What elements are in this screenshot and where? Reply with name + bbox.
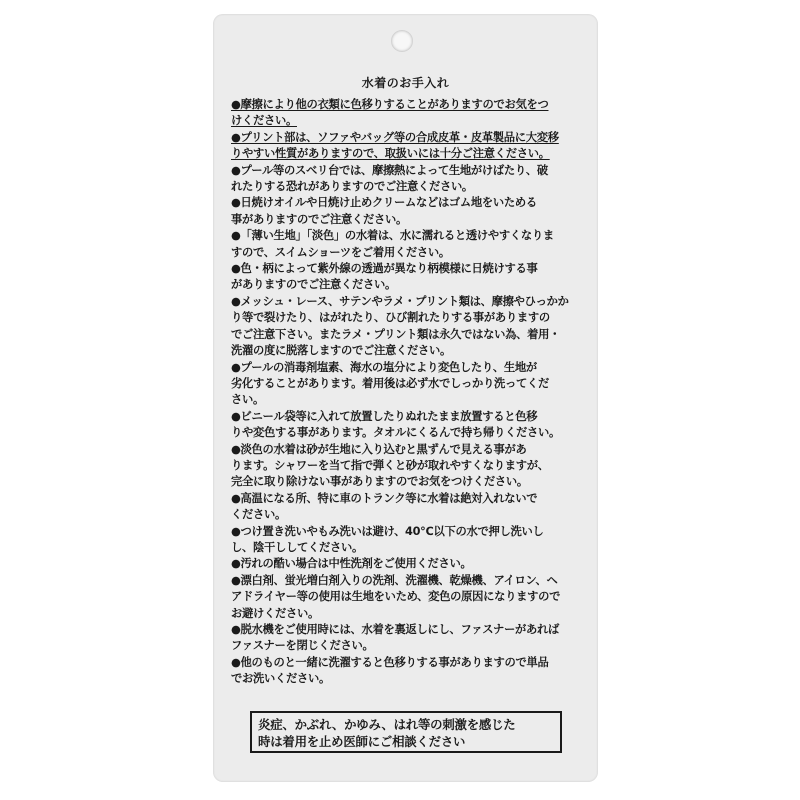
instruction-item: ●汚れの酷い場合は中性洗剤をご使用ください。: [231, 557, 472, 571]
instruction-item: ●淡色の水着は砂が生地に入り込むと黒ずんで見える事があ ります。シャワーを当て指で弾くと砂が取れやすくなりますが、 完全に取り除けない事がありますのでお気をつけください。: [231, 442, 549, 489]
care-label-tag: [213, 14, 598, 782]
instruction-item: ●メッシュ・レース、サテンやラメ・プリント類は、摩擦やひっかか り等で裂けたり、はがれたり、ひび割れたりする事がありますの でご注意下さい。またラメ・プリント類は永久ではない為、着用・ 洗濯の度に脱落しますのでご注意ください。: [231, 294, 569, 358]
instruction-item: ●色・柄によって紫外線の透過が異なり柄模様に日焼けする事 がありますのでご注意ください。: [231, 262, 538, 292]
instruction-item: ●他のものと一緒に洗濯すると色移りする事がありますので単品 でお洗いください。: [231, 655, 549, 686]
instruction-item: ●高温になる所、特に車のトランク等に水着は絶対入れないで ください。: [231, 491, 538, 522]
instruction-item: ●「薄い生地」「淡色」の水着は、水に濡れると透けやすくなりま すので、スイムショーツをご着用ください。: [231, 229, 554, 259]
instruction-item: ●プール等のスベリ台では、摩擦熱によって生地がけばたり、破 れたりする恐れがありますのでご注意ください。: [231, 163, 548, 194]
instruction-item: ●プールの消毒剤塩素、海水の塩分により変色したり、生地が 劣化することがあります。着用後は必ず水でしっかり洗ってくだ さい。: [231, 360, 550, 407]
instruction-item: ●プリント部は、ソファやバッグ等の合成皮革・皮革製品に大変移 りやすい性質がありますので、取扱いには十分ご注意ください。: [231, 130, 559, 161]
medical-warning-box: 炎症、かぶれ、かゆみ、はれ等の刺激を感じた 時は着用を止め医師にご相談ください: [250, 711, 562, 753]
hang-hole-icon: [391, 30, 413, 52]
instruction-item: ●ビニール袋等に入れて放置したりぬれたまま放置すると色移 りや変色する事があります。タオルにくるんで持ち帰りください。: [231, 409, 561, 440]
instruction-item: ●脱水機をご使用時には、水着を裏返しにし、ファスナーがあれば ファスナーを閉じください。: [231, 623, 560, 653]
instruction-item: ●つけ置き洗いやもみ洗いは避け、40℃以下の水で押し洗いし し、陰干ししてください。: [231, 524, 544, 554]
care-instructions: [231, 97, 587, 688]
instruction-item: ●漂白剤、蛍光増白剤入りの洗剤、洗濯機、乾燥機、アイロン、ヘ アドライヤー等の使用は生地をいため、変色の原因になりますので お避けください。: [231, 573, 561, 620]
instruction-item: ●摩擦により他の衣類に色移りすることがありますのでお気をつ けください。: [231, 98, 549, 128]
label-title: 水着のお手入れ: [361, 76, 450, 90]
instruction-item: ●日焼けオイルや日焼け止めクリームなどはゴム地をいためる 事がありますのでご注意ください。: [231, 196, 537, 226]
